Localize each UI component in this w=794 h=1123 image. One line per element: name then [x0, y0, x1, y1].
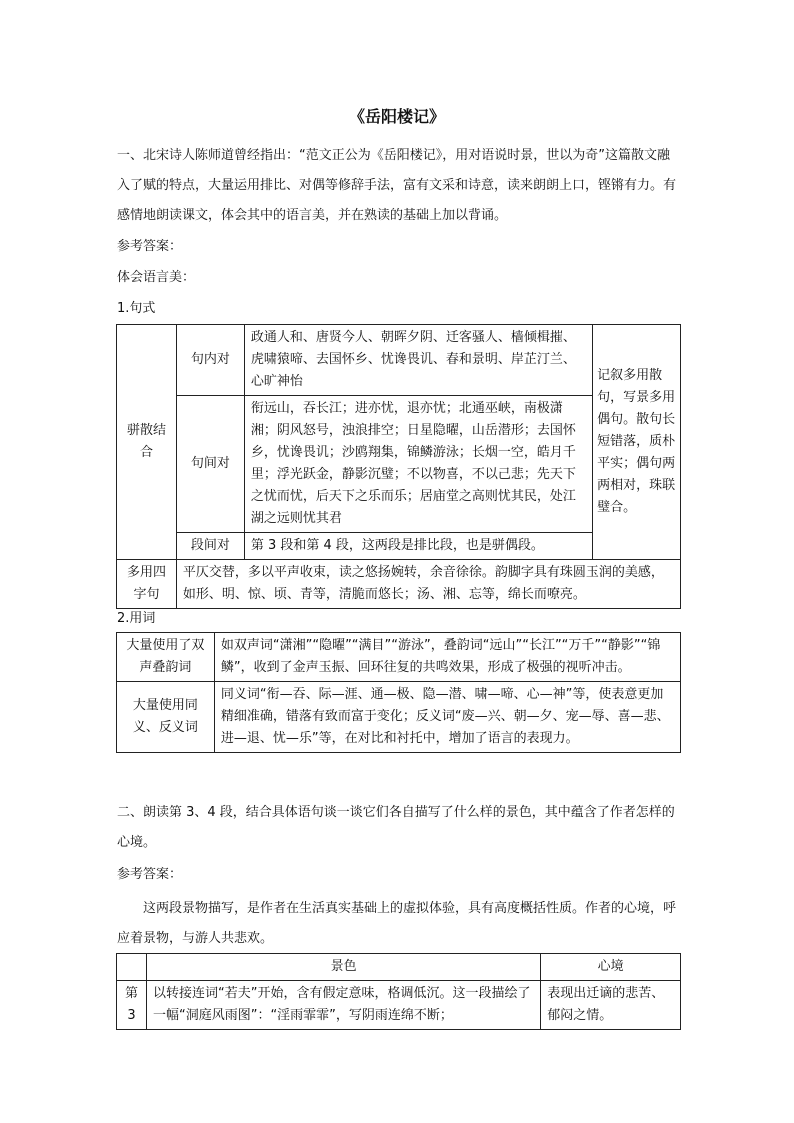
- section-sentence-pattern: 1.句式: [117, 301, 156, 316]
- row-scene-para3: 以转接连词“若夫”开始，含有假定意味，格调低沉。这一段描绘了一幅“洞庭风雨图”：“淫雨霏霏”，写阴雨连绵不断；: [146, 981, 540, 1030]
- row-label-alliteration: 大量使用了双声叠韵词: [117, 633, 215, 682]
- table-row: [117, 633, 681, 682]
- header-mood: 心境: [541, 954, 681, 981]
- scenery-mood-table: [116, 953, 681, 1030]
- table-row: [117, 981, 681, 1030]
- table-row: [117, 325, 681, 396]
- answer-2-text: 这两段景物描写，是作者在生活真实基础上的虚拟体验，具有高度概括性质。作者的心境，呼应着景物，与游人共悲欢。: [117, 901, 677, 946]
- row-label-para3: 第3: [117, 981, 147, 1030]
- row-content-alliteration: 如双声词“潇湘”“隐曜”“满目”“游泳”，叠韵词“远山”“长江”“万千”“静影”“锦鳞”，收到了金声玉振、回环往复的共鸣效果，形成了极强的视听冲击。: [214, 633, 680, 682]
- header-blank: [117, 954, 147, 981]
- table-row: [117, 954, 681, 981]
- answer-label-1: 参考答案：: [117, 239, 183, 254]
- row-content-synonym: 同义词“衔—吞、际—涯、通—极、隐—潜、啸—啼、心—神”等，使表意更加精细准确，错落有致而富于变化；反义词“废—兴、朝—夕、宠—辱、喜—悲、进—退、忧—乐”等，在对比和衬托中，增加了语言的表现力。: [214, 682, 680, 753]
- sub-label-language: 体会语言美：: [117, 270, 196, 285]
- row-content-jujian: 衔远山，吞长江；进亦忧，退亦忧；北通巫峡，南极潇湘；阴风怒号，浊浪排空；日星隐曜，山岳潜形；去国怀乡，忧谗畏讥；沙鸥翔集，锦鳞游泳；长烟一空，皓月千里；浮光跃金，静影沉璧；不以物喜，不以己悲；先天下之忧而忧，后天下之乐而乐；居庙堂之高则忧其民，处江湖之远则忧其君: [244, 396, 592, 533]
- row-label-synonym: 大量使用同义、反义词: [117, 682, 215, 753]
- row-label-jubei: 句内对: [176, 325, 244, 396]
- row-mood-para3: 表现出迁谪的悲苦、郁闷之情。: [541, 981, 681, 1030]
- table-row: [117, 682, 681, 753]
- row-content-duanjian: 第 3 段和第 4 段，这两段是排比段，也是骈偶段。: [244, 533, 592, 560]
- question-1-text: 一、北宋诗人陈师道曾经指出：“范文正公为《岳阳楼记》，用对语说时景，世以为奇”这篇散文融入了赋的特点，大量运用排比、对偶等修辞手法，富有文采和诗意，读来朗朗上口，铿锵有力。有感情地朗读课文，体会其中的语言美，并在熟读的基础上加以背诵。: [117, 148, 677, 223]
- row-content-jubei: 政通人和、唐贤今人、朝晖夕阴、迁客骚人、樯倾楫摧、虎啸猿啼、去国怀乡、忧谗畏讥、春和景明、岸芷汀兰、心旷神怡: [244, 325, 592, 396]
- section-word-usage: 2.用词: [117, 611, 156, 626]
- pianshan-label: 骈散结合: [117, 325, 177, 560]
- page-title: 《岳阳楼记》: [348, 107, 445, 126]
- row-label-duanjian: 段间对: [176, 533, 244, 560]
- row-content-four-char: 平仄交替，多以平声收束，读之悠扬婉转，余音徐徐。韵脚字具有珠圆玉润的美感，如形、明、惊、顷、青等，清脆而悠长；汤、湘、忘等，绵长而嘹亮。: [176, 560, 680, 609]
- table-row: [117, 560, 681, 609]
- right-note: 记叙多用散句，写景多用偶句。散句长短错落，质朴平实；偶句两两相对，珠联璧合。: [593, 325, 681, 560]
- answer-label-2: 参考答案：: [117, 867, 183, 882]
- question-2-text: 二、朗读第 3、4 段，结合具体语句谈一谈它们各自描写了什么样的景色，其中蕴含了作者怎样的心境。: [117, 805, 675, 850]
- row-label-jujian: 句间对: [176, 396, 244, 533]
- word-usage-table: [116, 632, 681, 753]
- row-label-four-char: 多用四字句: [117, 560, 177, 609]
- header-scene: 景色: [146, 954, 540, 981]
- sentence-pattern-table: [116, 324, 681, 609]
